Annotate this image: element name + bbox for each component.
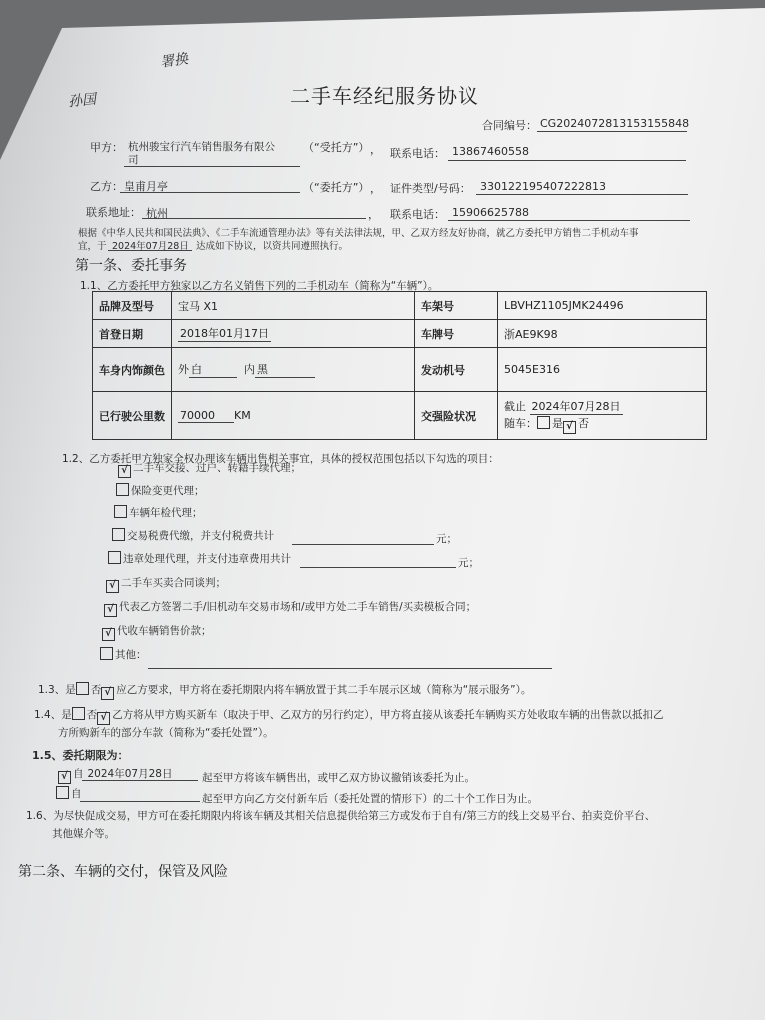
option-violation — [108, 551, 291, 566]
vin-value: LBVHZ1105JMK24496 — [498, 292, 707, 320]
color-interior-value: 黑 — [255, 361, 315, 378]
option-collect-price-checkbox[interactable]: √ — [102, 628, 115, 641]
item-1-3-text: 应乙方要求，甲方将在委托期限内将车辆放置于其二手车展示区域（简称为“展示服务”）。 — [116, 684, 532, 696]
first-reg-date-label: 首登日期 — [93, 320, 172, 348]
preamble-line2-post: 达成如下协议，以资共同遵照执行。 — [196, 241, 349, 252]
option-collect-price-label: 代收车辆销售价款； — [117, 625, 212, 637]
color-label: 车身内饰颜色 — [93, 348, 172, 392]
option-violation-label: 违章处理代理，并支付违章费用共计 — [123, 553, 291, 565]
party-b-address-underline — [142, 218, 366, 219]
preamble-line2-pre: 宜，于 — [78, 241, 107, 252]
color-exterior-label: 外 — [178, 363, 189, 376]
item-1-5-from2-underline — [80, 801, 200, 802]
party-a-phone-underline — [448, 160, 686, 161]
party-b-comma: ， — [370, 182, 381, 195]
insurance-until-label: 截止 — [504, 399, 526, 413]
option-transfer-label: 二手车交接、过户、转籍手续代理； — [133, 462, 301, 474]
party-b-phone-label: 联系电话： — [390, 208, 445, 221]
option-other-checkbox[interactable] — [100, 647, 113, 660]
insurance-yes-label: 是 — [552, 416, 563, 430]
party-a-role: （“受托方”） — [303, 141, 370, 154]
party-a-phone: 13867460558 — [452, 145, 529, 158]
option-collect-price — [102, 623, 212, 641]
insurance-yes-checkbox[interactable] — [537, 416, 550, 429]
party-a-name-line2: 司 — [128, 154, 139, 166]
option-negotiation-label: 二手车买卖合同谈判； — [121, 577, 226, 589]
item-1-4-line2: 方所购新车的部分车款（简称为“委托处置”）。 — [58, 727, 274, 739]
option-inspection — [114, 505, 203, 520]
item-1-3 — [38, 682, 531, 700]
color-cell — [172, 348, 415, 392]
item-1-6-line2: 其他媒介等。 — [52, 828, 115, 840]
item-1-5-from2-label: 自 — [71, 788, 82, 800]
party-a-name-underline — [124, 166, 300, 167]
plate-value: 浙AE9K98 — [498, 320, 707, 348]
document-title: 二手车经纪服务协议 — [290, 84, 479, 108]
mileage-label: 已行驶公里数 — [93, 392, 172, 440]
option-tax-yuan: 元； — [436, 533, 457, 545]
option-sign-contract-checkbox[interactable]: √ — [104, 604, 117, 617]
party-b-id-underline — [476, 194, 688, 195]
color-interior-label: 内 — [244, 363, 255, 376]
item-1-4-no-checkbox[interactable]: √ — [97, 712, 110, 725]
option-insurance — [116, 483, 205, 498]
party-b-label: 乙方： — [90, 180, 123, 193]
brand-model-value: 宝马 X1 — [172, 292, 415, 320]
party-b-id-number: 330122195407222813 — [480, 180, 606, 193]
option-transfer — [118, 460, 301, 478]
item-1-4-no-label: 否 — [86, 709, 98, 721]
option-tax-amount-underline — [292, 544, 434, 545]
party-b-address-label: 联系地址： — [86, 206, 141, 219]
party-a-name-line1: 杭州骏宝行汽车销售服务有限公 — [128, 141, 275, 153]
party-b-name-underline — [120, 192, 300, 193]
item-1-3-no-checkbox[interactable]: √ — [101, 687, 114, 700]
item-1-4-text-line1: 乙方将从甲方购买新车（取决于甲、乙双方的另行约定），甲方将直接从该委托车辆购买方处收取车辆的出售款以抵扣乙 — [112, 709, 664, 721]
item-1-4-yes-label: 1.4、是 — [34, 709, 72, 721]
vin-label: 车架号 — [415, 292, 498, 320]
engine-value: 5045E316 — [498, 348, 707, 392]
engine-label: 发动机号 — [415, 348, 498, 392]
party-b-name: 皇甫月亭 — [124, 180, 168, 193]
option-transfer-checkbox[interactable]: √ — [118, 465, 131, 478]
option-violation-checkbox[interactable] — [108, 551, 121, 564]
item-1-3-yes-checkbox[interactable] — [76, 682, 89, 695]
item-1-2-intro: 1.2、乙方委托甲方独家全权办理该车辆出售相关事宜，具体的授权范围包括以下勾选的项目： — [62, 453, 499, 465]
item-1-5-from-label: 自 — [73, 768, 84, 780]
plate-label: 车牌号 — [415, 320, 498, 348]
article1-heading: 第一条、委托事务 — [75, 258, 187, 274]
party-a-phone-label: 联系电话： — [390, 147, 445, 160]
option-tax-checkbox[interactable] — [112, 528, 125, 541]
option-insurance-checkbox[interactable] — [116, 483, 129, 496]
item-1-5-from — [58, 766, 172, 784]
contract-number: CG2024072813153155848 — [540, 117, 690, 130]
handwritten-note-top: 署换 — [159, 51, 190, 71]
party-a-label: 甲方： — [90, 141, 123, 154]
option-tax-label: 交易税费代缴，并支付税费共计 — [127, 530, 274, 542]
item-1-5-from2 — [56, 786, 82, 801]
insurance-date: 2024年07月28日 — [531, 399, 621, 413]
option-negotiation-checkbox[interactable]: √ — [106, 580, 119, 593]
preamble-date: 2024年07月28日 — [112, 241, 189, 252]
item-1-6-line1: 1.6、为尽快促成交易，甲方可在委托期限内将该车辆及其相关信息提供给第三方或发布于自有/第三方的线上交易平台、拍卖竞价平台、 — [26, 810, 656, 822]
option-tax — [112, 528, 274, 543]
first-reg-date-cell — [172, 320, 415, 348]
preamble-line1: 根据《中华人民共和国民法典》、《二手车流通管理办法》等有关法律法规，甲、乙双方经友好协商，就乙方委托甲方销售二手机动车事 — [78, 228, 639, 239]
item-1-3-no-label: 否 — [90, 684, 102, 696]
party-b-address-comma: ， — [368, 208, 379, 221]
option-negotiation — [106, 575, 226, 593]
item-1-4-yes-checkbox[interactable] — [72, 707, 85, 720]
item-1-3-yes-label: 1.3、是 — [38, 684, 76, 696]
party-b-phone: 15906625788 — [452, 206, 529, 219]
option-inspection-label: 车辆年检代理； — [129, 507, 203, 519]
item-1-5-from-underline — [82, 780, 198, 781]
article2-heading: 第二条、车辆的交付，保管及风险 — [18, 864, 228, 880]
option-insurance-label: 保险变更代理； — [131, 485, 205, 497]
option-other — [100, 647, 147, 662]
option-inspection-checkbox[interactable] — [114, 505, 127, 518]
option-other-underline — [148, 668, 552, 669]
party-b-role: （“委托方”） — [303, 181, 370, 194]
insurance-with-car-label: 随车： — [504, 416, 537, 430]
option-sign-contract-label: 代表乙方签署二手/旧机动车交易市场和/或甲方处二手车销售/买卖模板合同； — [119, 601, 477, 613]
first-reg-date-value: 2018年01月17日 — [180, 327, 269, 340]
item-1-5-option1-checkbox[interactable]: √ — [58, 771, 71, 784]
insurance-no-label: 否 — [578, 416, 589, 430]
item-1-5-from-date: 2024年07月28日 — [87, 768, 173, 780]
item-1-5-line2: 起至甲方向乙方交付新车后（委托处置的情形下）的二十个工作日为止。 — [202, 793, 538, 805]
party-b-id-label: 证件类型/号码： — [390, 182, 471, 195]
contract-number-underline — [537, 131, 687, 132]
party-b-phone-underline — [448, 220, 690, 221]
contract-number-label: 合同编号： — [482, 119, 537, 132]
insurance-label: 交强险状况 — [415, 392, 498, 440]
item-1-4-line1 — [34, 707, 663, 725]
party-a-comma: ， — [370, 143, 381, 156]
option-violation-amount-underline — [300, 567, 456, 568]
option-other-label: 其他： — [115, 649, 147, 661]
mileage-value: 70000 — [178, 409, 234, 423]
item-1-1-text: 1.1、乙方委托甲方独家以乙方名义销售下列的二手机动车（简称为“车辆”）。 — [80, 280, 439, 292]
option-sign-contract — [104, 599, 476, 617]
insurance-cell — [498, 392, 707, 440]
brand-model-label: 品牌及型号 — [93, 292, 172, 320]
mileage-cell — [172, 392, 415, 440]
option-violation-yuan: 元； — [458, 557, 479, 569]
color-exterior-value: 白 — [189, 361, 237, 378]
item-1-5-line1: 起至甲方将该车辆售出，或甲乙双方协议撤销该委托为止。 — [202, 772, 475, 784]
handwritten-note-left: 孙国 — [67, 91, 97, 111]
item-1-5-option2-checkbox[interactable] — [56, 786, 69, 799]
mileage-unit: KM — [234, 408, 251, 422]
party-b-address: 杭州 — [146, 207, 168, 220]
item-1-5-heading: 1.5、委托期限为： — [32, 749, 129, 762]
preamble-date-underline — [108, 250, 192, 251]
insurance-no-checkbox[interactable]: √ — [563, 421, 576, 434]
vehicle-info-table — [92, 291, 707, 440]
